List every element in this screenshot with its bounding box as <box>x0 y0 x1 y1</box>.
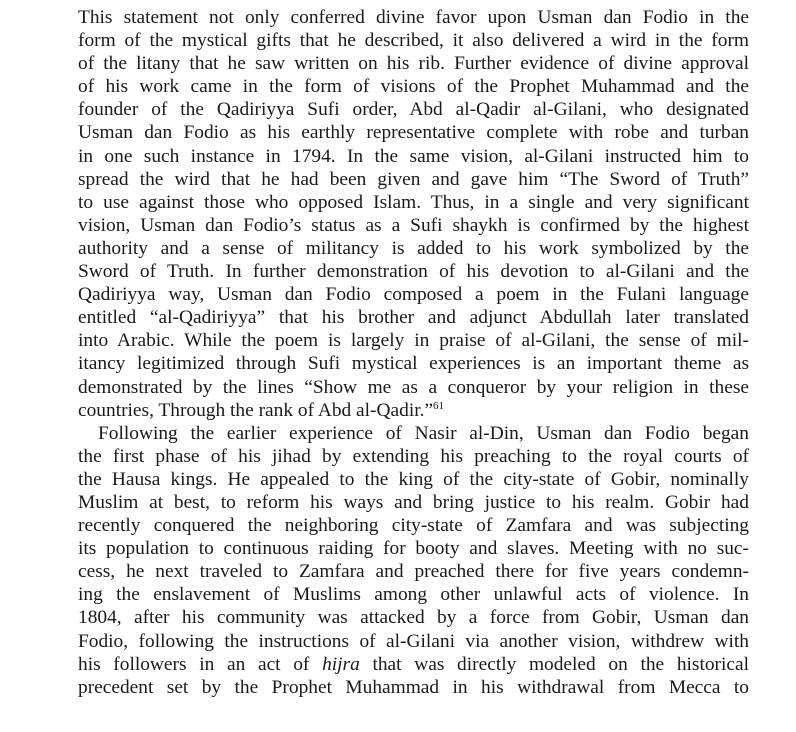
text-line: its population to continuous raiding for booty and slaves. Meeting with no suc- <box>78 538 749 560</box>
document-page <box>78 6 749 699</box>
text-line: Qadiriyya way, Usman dan Fodio composed a poem in the Fulani language <box>78 284 749 306</box>
text-line: authority and a sense of militancy is added to his work symbolized by the <box>78 237 749 259</box>
text-line: the Hausa kings. He appealed to the king of the city-state of Gobir, nominally <box>78 468 749 490</box>
text-line: itancy legitimized through Sufi mystical experiences is an important theme as <box>78 353 749 375</box>
text-line: cess, he next traveled to Zamfara and preached there for five years condemn- <box>78 561 749 583</box>
text-line: of his work came in the form of visions of the Prophet Muhammad and the <box>78 76 749 98</box>
text-line: spread the wird that he had been given and gave him “The Sword of Truth” <box>78 168 749 190</box>
text-line: Muslim at best, to reform his ways and bring justice to his realm. Gobir had <box>78 491 749 513</box>
text-line: form of the mystical gifts that he described, it also delivered a wird in the form <box>78 30 749 52</box>
text-line: the first phase of his jihad by extending his preaching to the royal courts of <box>78 445 749 467</box>
text-line: ing the enslavement of Muslims among other unlawful acts of violence. In <box>78 584 749 606</box>
text-line: precedent set by the Prophet Muhammad in his withdrawal from Mecca to <box>78 676 749 698</box>
text-line: of the litany that he saw written on his rib. Further evidence of divine approval <box>78 53 749 75</box>
text-line: to use against those who opposed Islam. Thus, in a single and very significant <box>78 191 749 213</box>
text-line: Sword of Truth. In further demonstration of his devotion to al-Gilani and the <box>78 261 749 283</box>
footnote-marker: 61 <box>433 399 445 412</box>
text-segment: his followers in an act of <box>78 653 323 675</box>
text-line: founder of the Qadiriyya Sufi order, Abd al-Qadir al-Gilani, who designated <box>78 99 749 121</box>
text-line <box>78 399 749 422</box>
text-line <box>78 653 749 676</box>
text-line: Following the earlier experience of Nasir al-Din, Usman dan Fodio began <box>98 422 749 444</box>
text-line: into Arabic. While the poem is largely in praise of al-Gilani, the sense of mil- <box>78 330 749 352</box>
text-line-content: countries, Through the rank of Abd al-Qadir.” <box>78 399 434 421</box>
paragraph-1 <box>78 6 749 422</box>
italic-term: hijra <box>322 653 360 675</box>
text-line: Fodio, following the instructions of al-Gilani via another vision, withdrew with <box>78 630 749 652</box>
text-line: Usman dan Fodio as his earthly representative complete with robe and turban <box>78 122 749 144</box>
text-line: demonstrated by the lines “Show me as a conqueror by your religion in these <box>78 376 749 398</box>
paragraph-2 <box>78 422 749 699</box>
text-line: This statement not only conferred divine favor upon Usman dan Fodio in the <box>78 7 749 28</box>
text-line: recently conquered the neighboring city-state of Zamfara and was subjecting <box>78 515 749 537</box>
text-segment: that was directly modeled on the historical <box>359 653 749 675</box>
text-line: vision, Usman dan Fodio’s status as a Sufi shaykh is confirmed by the highest <box>78 214 749 236</box>
text-line: in one such instance in 1794. In the same vision, al-Gilani instructed him to <box>78 145 749 167</box>
text-line: 1804, after his community was attacked by a force from Gobir, Usman dan <box>78 607 749 629</box>
text-line: entitled “al-Qadiriyya” that his brother and adjunct Abdullah later translated <box>78 307 749 329</box>
